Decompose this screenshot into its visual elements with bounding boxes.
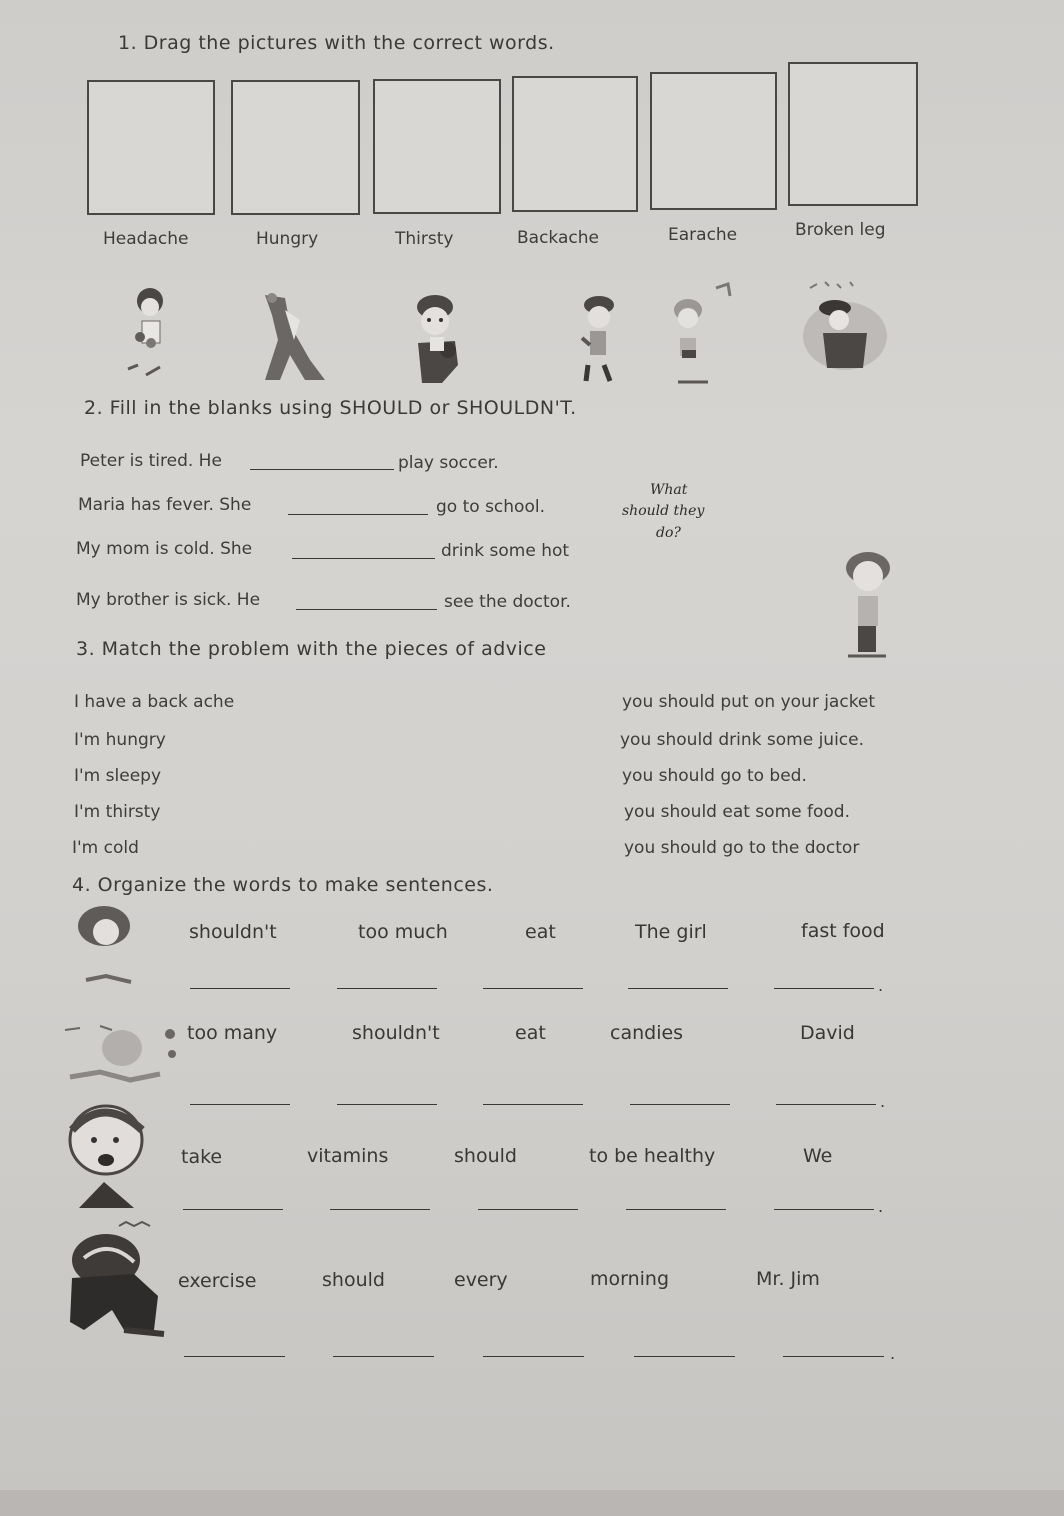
problem-5[interactable]: I'm cold bbox=[72, 838, 139, 858]
section-1-title: 1. Drag the pictures with the correct words. bbox=[118, 32, 555, 54]
row4-word-5[interactable]: Mr. Jim bbox=[756, 1268, 820, 1290]
row1-word-2[interactable]: too much bbox=[358, 921, 448, 943]
thirsty-figure[interactable] bbox=[400, 293, 475, 388]
backache-figure[interactable] bbox=[572, 293, 632, 388]
advice-3[interactable]: you should go to bed. bbox=[622, 766, 807, 786]
row4-blank-5[interactable] bbox=[783, 1356, 884, 1357]
row3-period: . bbox=[878, 1197, 884, 1216]
row2-word-4[interactable]: candies bbox=[610, 1022, 684, 1044]
label-headache: Headache bbox=[103, 229, 189, 249]
sentence-2-end: go to school. bbox=[436, 497, 545, 517]
section-4-title: 4. Organize the words to make sentences. bbox=[72, 874, 494, 896]
row4-word-2[interactable]: should bbox=[322, 1269, 385, 1291]
row3-blank-3[interactable] bbox=[478, 1209, 578, 1210]
problem-4[interactable]: I'm thirsty bbox=[74, 802, 161, 822]
sentence-4-end: see the doctor. bbox=[444, 592, 571, 612]
row1-word-5[interactable]: fast food bbox=[801, 920, 885, 942]
row2-period: . bbox=[880, 1092, 886, 1111]
drop-box-2[interactable] bbox=[231, 80, 360, 215]
problem-1[interactable]: I have a back ache bbox=[74, 692, 235, 712]
row2-blank-3[interactable] bbox=[483, 1104, 583, 1105]
problem-3[interactable]: I'm sleepy bbox=[74, 766, 162, 786]
drop-box-5[interactable] bbox=[650, 72, 777, 210]
sentence-4-start: My brother is sick. He bbox=[76, 590, 261, 610]
sentence-2-start: Maria has fever. She bbox=[78, 495, 252, 515]
row2-word-5[interactable]: David bbox=[800, 1022, 855, 1044]
row3-word-5[interactable]: We bbox=[803, 1145, 833, 1167]
row3-word-2[interactable]: vitamins bbox=[307, 1145, 389, 1167]
row1-period: . bbox=[878, 976, 884, 995]
row2-word-3[interactable]: eat bbox=[515, 1022, 546, 1044]
advice-4[interactable]: you should eat some food. bbox=[624, 802, 850, 822]
row4-word-4[interactable]: morning bbox=[590, 1268, 670, 1290]
hungry-figure[interactable] bbox=[250, 290, 335, 385]
row3-blank-4[interactable] bbox=[626, 1209, 726, 1210]
row3-blank-2[interactable] bbox=[330, 1209, 430, 1210]
girl-eating-figure bbox=[76, 900, 186, 990]
sentence-1-blank[interactable] bbox=[250, 469, 394, 470]
headache-figure[interactable] bbox=[120, 285, 190, 380]
row4-blank-3[interactable] bbox=[483, 1356, 584, 1357]
sentence-3-start: My mom is cold. She bbox=[76, 539, 253, 559]
sentence-4-blank[interactable] bbox=[296, 609, 437, 610]
label-hungry: Hungry bbox=[256, 229, 319, 249]
row1-blank-3[interactable] bbox=[483, 988, 583, 989]
advice-1[interactable]: you should put on your jacket bbox=[622, 692, 876, 712]
label-broken-leg: Broken leg bbox=[795, 220, 886, 240]
earache-figure[interactable] bbox=[668, 282, 748, 387]
section-2-title: 2. Fill in the blanks using SHOULD or SHOULDN'T. bbox=[84, 397, 577, 419]
row3-word-1[interactable]: take bbox=[181, 1146, 223, 1168]
row3-blank-5[interactable] bbox=[774, 1209, 874, 1210]
problem-2[interactable]: I'm hungry bbox=[74, 730, 166, 750]
row4-word-3[interactable]: every bbox=[454, 1269, 508, 1291]
row3-blank-1[interactable] bbox=[183, 1209, 283, 1210]
row3-word-4[interactable]: to be healthy bbox=[589, 1145, 716, 1167]
row4-blank-4[interactable] bbox=[634, 1356, 735, 1357]
sentence-3-end: drink some hot bbox=[441, 541, 570, 561]
label-earache: Earache bbox=[668, 225, 738, 245]
sentence-1-start: Peter is tired. He bbox=[80, 451, 222, 471]
label-thirsty: Thirsty bbox=[395, 229, 454, 249]
drop-box-3[interactable] bbox=[373, 79, 501, 214]
row1-blank-5[interactable] bbox=[774, 988, 874, 989]
advice-2[interactable]: you should drink some juice. bbox=[620, 730, 865, 750]
sentence-3-blank[interactable] bbox=[292, 558, 435, 559]
row1-word-1[interactable]: shouldn't bbox=[189, 921, 277, 943]
row2-blank-2[interactable] bbox=[337, 1104, 437, 1105]
bubble-line-1: What bbox=[650, 482, 688, 498]
man-exercising-figure bbox=[64, 1218, 174, 1353]
bubble-line-3: do? bbox=[656, 525, 681, 541]
broken-leg-figure[interactable] bbox=[795, 278, 895, 378]
row4-word-1[interactable]: exercise bbox=[178, 1270, 257, 1292]
row2-blank-5[interactable] bbox=[776, 1104, 876, 1105]
row2-blank-4[interactable] bbox=[630, 1104, 730, 1105]
row1-blank-2[interactable] bbox=[337, 988, 437, 989]
boy-candies-figure bbox=[60, 1022, 190, 1092]
bubble-line-2: should they bbox=[622, 503, 705, 519]
row1-word-3[interactable]: eat bbox=[525, 921, 556, 943]
row1-blank-4[interactable] bbox=[628, 988, 728, 989]
row2-blank-1[interactable] bbox=[190, 1104, 290, 1105]
thinking-boy-figure bbox=[838, 548, 903, 663]
advice-5[interactable]: you should go to the doctor bbox=[624, 838, 860, 858]
drop-box-1[interactable] bbox=[87, 80, 215, 215]
drop-box-6[interactable] bbox=[788, 62, 918, 206]
row3-word-3[interactable]: should bbox=[454, 1145, 517, 1167]
label-backache: Backache bbox=[517, 228, 599, 248]
row4-blank-2[interactable] bbox=[333, 1356, 434, 1357]
row4-blank-1[interactable] bbox=[184, 1356, 285, 1357]
row2-word-1[interactable]: too many bbox=[187, 1022, 278, 1044]
row4-period: . bbox=[890, 1344, 896, 1363]
row1-word-4[interactable]: The girl bbox=[635, 921, 707, 943]
row1-blank-1[interactable] bbox=[190, 988, 290, 989]
drop-box-4[interactable] bbox=[512, 76, 638, 212]
sentence-2-blank[interactable] bbox=[288, 514, 428, 515]
row2-word-2[interactable]: shouldn't bbox=[352, 1022, 440, 1044]
man-vitamins-figure bbox=[64, 1100, 164, 1212]
section-3-title: 3. Match the problem with the pieces of advice bbox=[76, 638, 547, 660]
sentence-1-end: play soccer. bbox=[398, 453, 499, 473]
